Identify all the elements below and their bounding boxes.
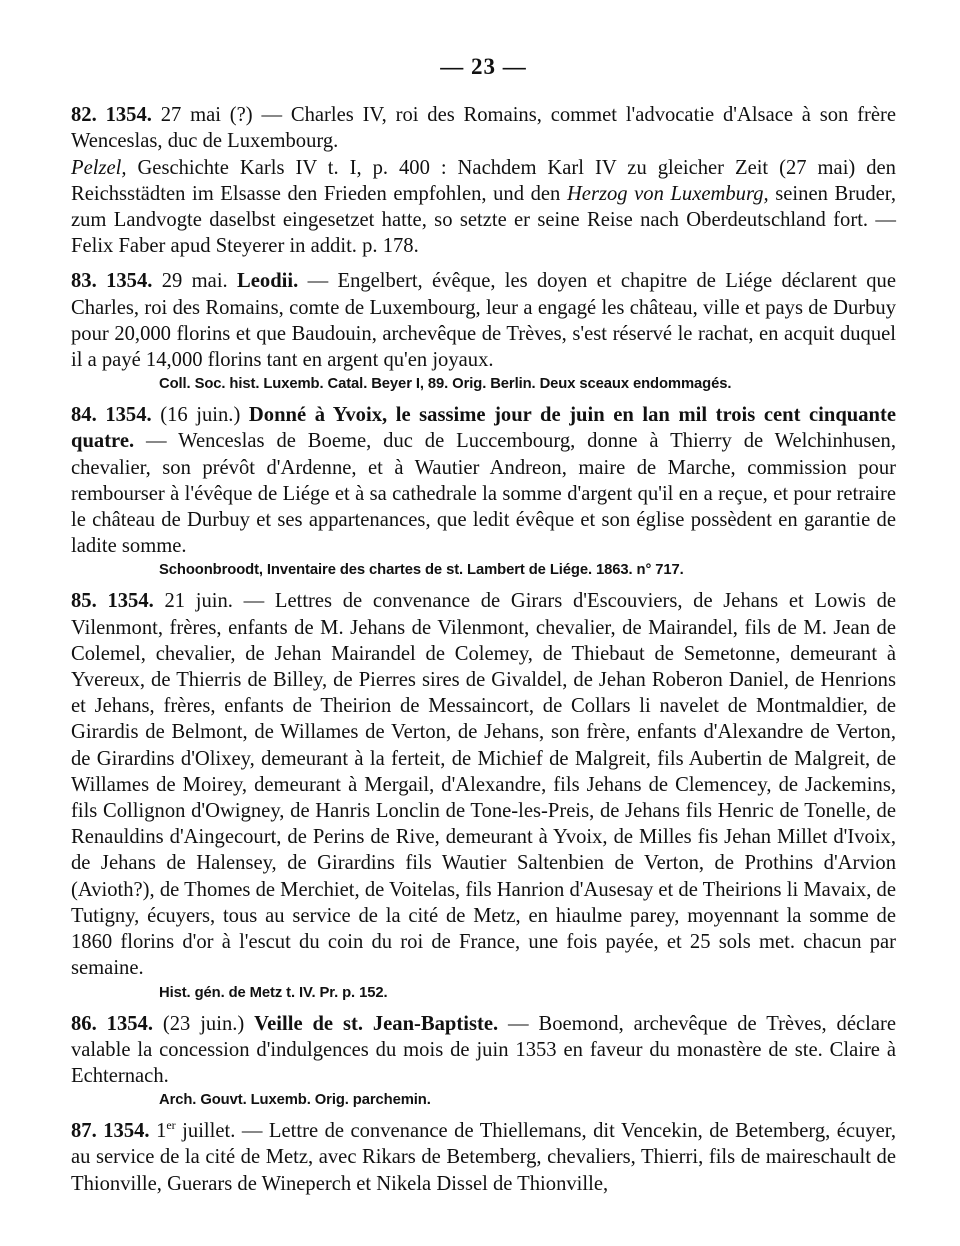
entry-place: Leodii. bbox=[237, 270, 299, 293]
entry-text: — Charles IV, roi des Romains, commet l'advocatie d'Alsace à son frère Wenceslas, duc de Luxembourg. bbox=[71, 104, 896, 153]
entry-number: 85. bbox=[71, 590, 97, 613]
entry-text: — Engelbert, évêque, les doyen et chapitre de Liége déclarent que Charles, roi des Romains, comte de Luxembourg, leur a engagé les château, ville et pays de Durbuy pour 20,000 florins et que Baudouin, archevêque de Trèves, s'est réservé le rachat, en acquit duquel il a payé 14,000 florins tant en argent qu'en joyaux. bbox=[71, 270, 896, 372]
entry-date: 21 juin. bbox=[164, 590, 233, 613]
entry-body bbox=[71, 1118, 896, 1197]
entry-date bbox=[156, 1120, 235, 1142]
entry-year: 1354. bbox=[105, 104, 152, 127]
source-author: Pelzel, bbox=[71, 156, 127, 179]
entry-date: (23 juin.) bbox=[162, 1012, 245, 1035]
entry-number: 87. bbox=[71, 1120, 97, 1143]
entry-number: 84. bbox=[71, 404, 97, 427]
entry-year: 1354. bbox=[106, 1012, 153, 1035]
entry-87 bbox=[71, 1118, 896, 1197]
entry-number: 82. bbox=[71, 104, 97, 127]
entry-date-month: juillet. bbox=[182, 1120, 236, 1143]
entry-reference: Hist. gén. de Metz t. IV. Pr. p. 152. bbox=[159, 984, 388, 1001]
entry-source bbox=[71, 155, 896, 260]
entry-text: — Lettre de convenance de Thiellemans, dit Vencekin, de Betemberg, écuyer, au service de la cité de Metz, avec Rikars de Betemberg, chevaliers, Thierri, fils de maireschault de Thionville, Guerars de Wineperch et Nikela Dissel de Thionville, bbox=[71, 1120, 896, 1195]
entry-82 bbox=[71, 102, 896, 259]
entry-year: 1354. bbox=[105, 404, 152, 427]
entry-date: 29 mai. bbox=[161, 270, 228, 293]
entry-date: 27 mai (?) bbox=[160, 104, 253, 127]
page-number: — 23 — bbox=[440, 54, 527, 79]
entry-date-day: 1 bbox=[156, 1120, 167, 1143]
entry-text: — Lettres de convenance de Girars d'Escouviers, de Jehans et Lowis de Vilenmont, frères, enfants de M. Jehans de Vilenmont, chevalier, de Mairandel, fils de M. Jean de Colemel, chevalier, de Jehan Mairandel de Colemey, de Thiebaut de Semetonne, demeurant à Yvereux, de Thierris de Billey, de Pierres sires de Givaldel, de Jehan Roberon Daniel, de Henrions et Jehans, frères, enfants de Theirion de Messaincort, de Collars li navelet de Montmaldier, de Girardis de Belmont, de Willames de Verton, de Jehans, son frère, enfants d'Alexandre de Verton, de Girardins d'Olixey, demeurant à la ferteit, de Michief de Malgreit, fils Aubertin de Malgreit, de Willames de Moirey, demeurant à Mergail, d'Alexandre, fils Jehans de Clemencey, de Jackemins, fils Collignon d'Owigney, de Hanris Lonclin de Tone-les-Preis, de Jehans fils Henric de Tonelle, de Renauldins d'Aingecourt, de Perins de Rive, demeurant à Yvoix, de Milles fis Jehan Millet d'Ivoix, de Jehans de Halensey, de Girardins fils Wautier Saltenbien de Verton, de Prothins d'Arvion (Avioth?), de Thomes de Merchiet, de Voitelas, fils Hanrion d'Ausesay et de Theirions li Mavaix, de Tutigny, écuyers, tous au service de la cité de Metz, en hiaulme parey, moyennant la somme de 1860 florins d'or à l'escut du coin du roi de France, une fois payée, et 25 sols met. chacun par semaine. bbox=[71, 590, 897, 980]
entry-body bbox=[71, 1011, 896, 1090]
entry-85 bbox=[71, 588, 896, 1001]
entry-date-superscript: er bbox=[166, 1118, 176, 1133]
entry-84 bbox=[71, 402, 896, 579]
entry-number: 86. bbox=[71, 1012, 97, 1035]
source-rest: seinen Bruder, zum Landvogte daselbst eingesetzet hatte, so setzte er seine Reise nach Oberdeutschland fort. — Felix Faber apud Steyerer in addit. p. 178. bbox=[71, 182, 896, 258]
entry-reference: Schoonbroodt, Inventaire des chartes de st. Lambert de Liége. 1863. n° 717. bbox=[159, 562, 684, 579]
entry-incipit: Veille de st. Jean-Baptiste. bbox=[254, 1012, 499, 1035]
entry-reference: Coll. Soc. hist. Luxemb. Catal. Beyer I, 89. Orig. Berlin. Deux sceaux endommagés. bbox=[159, 376, 732, 393]
entry-86 bbox=[71, 1011, 896, 1110]
entry-reference: Arch. Gouvt. Luxemb. Orig. parchemin. bbox=[159, 1092, 431, 1109]
entry-incipit: Donné à Yvoix, le sassime jour de juin en lan mil trois cent cinquante quatre. bbox=[71, 404, 896, 453]
entry-date: (16 juin.) bbox=[160, 404, 241, 427]
entry-body bbox=[71, 268, 896, 373]
entry-body bbox=[71, 588, 896, 981]
entry-year: 1354. bbox=[107, 590, 154, 613]
source-text: Geschichte Karls IV t. I, p. 400 : Nachdem Karl IV zu gleicher Zeit (27 mai) den Reichsstädten im Elsasse den Frieden empfohlen, und den bbox=[71, 156, 896, 205]
entry-body bbox=[71, 102, 896, 154]
source-italic: Herzog von Luxemburg, bbox=[566, 182, 769, 205]
entry-year: 1354. bbox=[106, 270, 153, 293]
entry-83 bbox=[71, 268, 896, 393]
entry-body bbox=[71, 402, 896, 559]
entry-text: — Boemond, archevêque de Trèves, déclare valable la concession d'indulgences du mois de juin 1353 en faveur du monastère de ste. Claire à Echternach. bbox=[71, 1012, 896, 1087]
entry-number: 83. bbox=[71, 270, 97, 293]
entry-year: 1354. bbox=[103, 1120, 150, 1143]
entry-text: — Wenceslas de Boeme, duc de Luccembourg, donne à Thierry de Welchinhusen, chevalier, son prévôt d'Ardenne, et à Wautier Andreon, maire de Marche, commission pour rembourser à l'évêque de Liége et à sa cathedrale la somme d'argent qu'il en a reçue, et pour retraire le château de Durbuy et ses appartenances, que ledit évêque et son église possèdent en garantie de ladite somme. bbox=[71, 430, 896, 558]
